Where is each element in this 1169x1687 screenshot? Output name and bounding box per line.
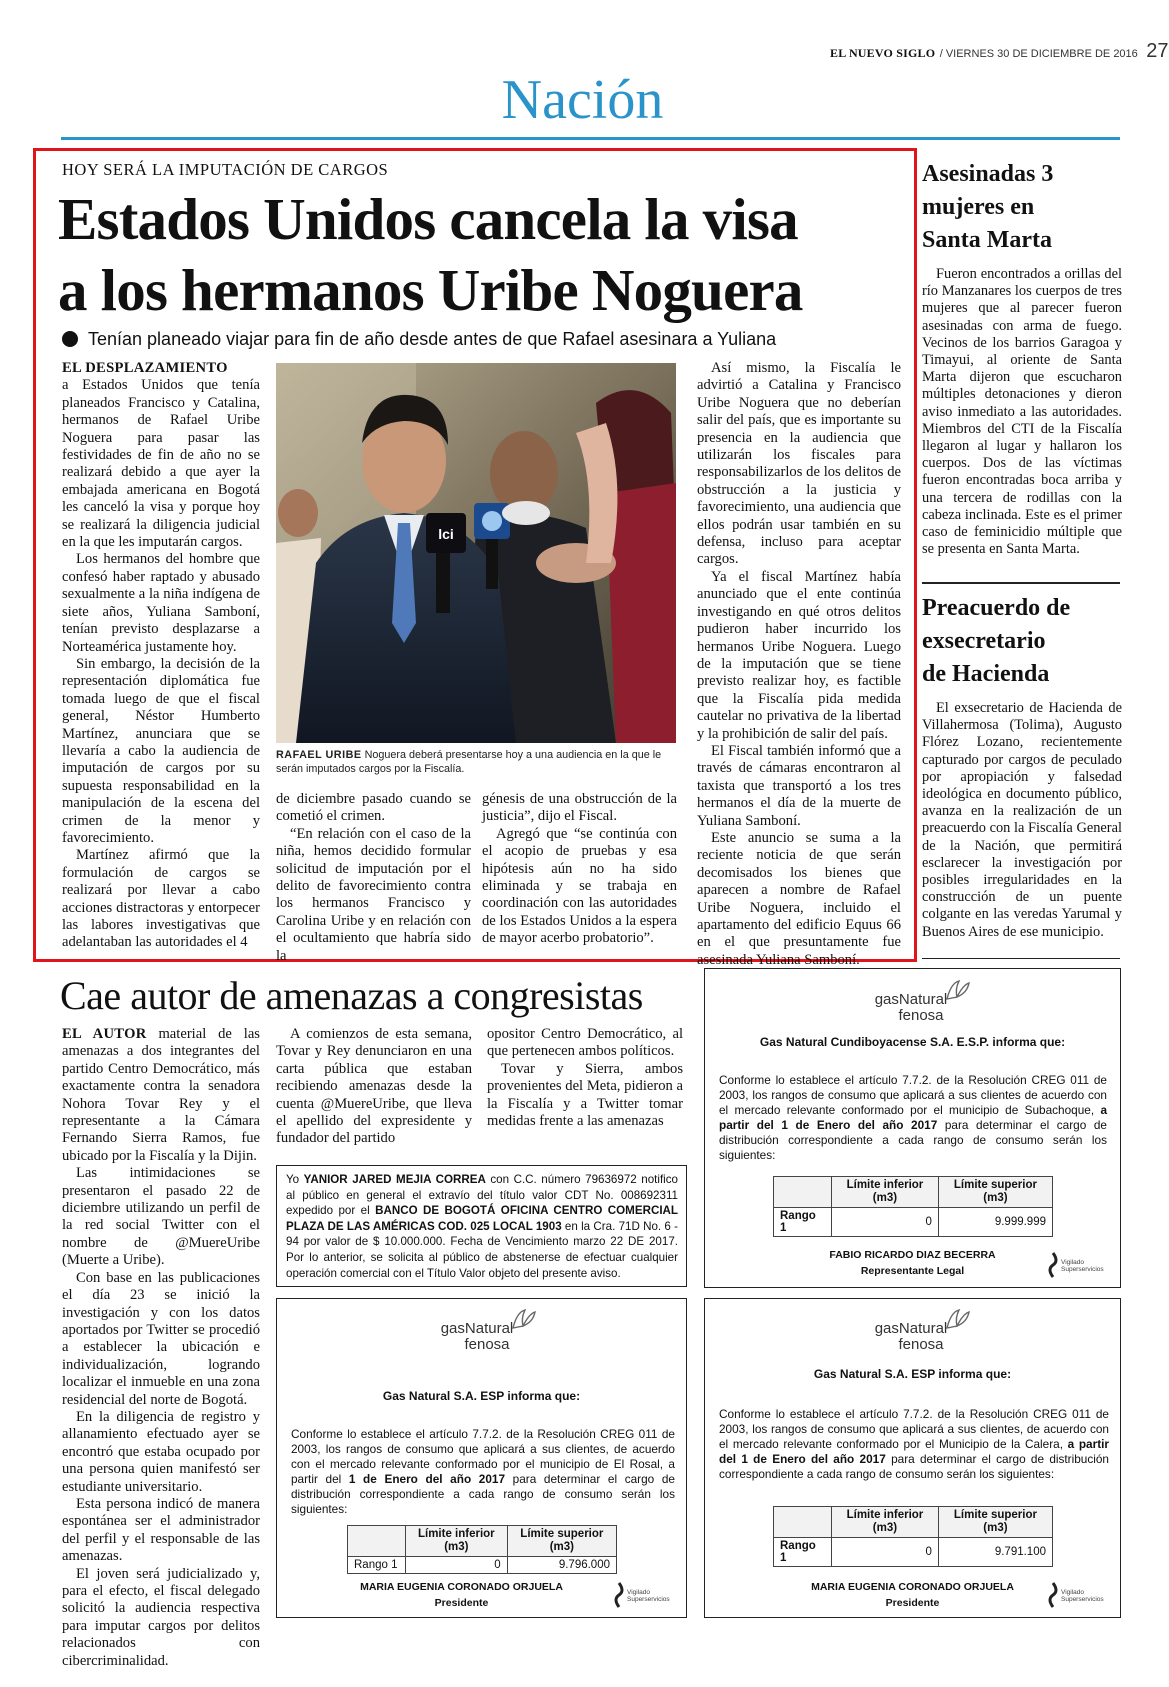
paragraph: Este anuncio se suma a la reciente noticia de que serán decomisados los bienes que aparecen a nombre de Rafael Uribe Noguera, incluido el apartamento del edificio Equus 66 en el que presuntamente fue asesinada Yuliana Samboní. xyxy=(697,829,901,968)
paragraph: material de las amenazas a dos integrantes del partido Centro Democrático, más exactamente contra la senadora Nohora Tovar Rey y el representante a la Cámara Fernando Sierra Ramos, fue ubicado por la Fiscalía y la Dijin. xyxy=(62,1026,260,1164)
col-header-upper: Límite superior (m3) xyxy=(507,1526,616,1557)
headline-line: de Hacienda xyxy=(922,661,1050,687)
second-col-3 xyxy=(487,1026,683,1130)
ad-body-text: para determinar el cargo de distribución correspondiente a cada rango de consumo serán los siguientes: xyxy=(291,1472,675,1516)
table-corner xyxy=(348,1526,406,1557)
notice-segment: Yo xyxy=(286,1173,304,1186)
table-row xyxy=(774,1208,1053,1237)
ad-gas-natural-el-rosal xyxy=(276,1298,687,1618)
side-divider xyxy=(922,582,1120,584)
headline-line: mujeres en xyxy=(922,194,1035,220)
paragraph: El Fiscal también informó que a través de cámaras encontraron al taxista que transportó a los tres hermanos el día de la muerte de Yuliana Samboní. xyxy=(697,742,901,829)
issue-date: / VIERNES 30 DE DICIEMBRE DE 2016 xyxy=(939,48,1138,60)
paragraph: En la diligencia de registro y allanamiento efectuado ayer se encontró que estaba ocupado por una persona quien manifestó ser estudiante universitario. xyxy=(62,1408,260,1495)
logo-line: fenosa xyxy=(898,1007,944,1024)
ad-body xyxy=(719,1073,1107,1163)
side-headline xyxy=(922,592,1122,691)
cell-lower: 0 xyxy=(406,1557,508,1574)
butterfly-icon xyxy=(945,1308,971,1330)
side-story-2 xyxy=(922,592,1122,941)
ad-gas-natural-la-calera xyxy=(704,1298,1121,1618)
notice-bank: BANCO DE BOGOTÁ OFICINA CENTRO COMERCIAL PLAZA DE LAS AMÉRICAS COD. 025 LOCAL 1903 xyxy=(286,1204,678,1233)
cell-upper: 9.999.999 xyxy=(938,1208,1052,1237)
paragraph: Esta persona indicó de manera espontánea ser el administrador del perfil y el responsable de las amenazas. xyxy=(62,1495,260,1565)
ad-title: Gas Natural Cundiboyacense S.A. E.S.P. informa que: xyxy=(759,1035,1066,1049)
superservicios-icon xyxy=(613,1583,625,1607)
headline-line: Santa Marta xyxy=(922,227,1052,253)
main-headline xyxy=(58,184,908,326)
cell-lower: 0 xyxy=(832,1538,939,1567)
paragraph: génesis de una obstrucción de la justicia”, dijo el Fiscal. xyxy=(482,791,677,825)
signer-name: FABIO RICARDO DIAZ BECERRA xyxy=(829,1249,996,1261)
paragraph: opositor Centro Democrático, al que pertenecen ambos políticos. xyxy=(487,1026,683,1060)
paragraph: Ya el fiscal Martínez había anunciado que el ente continúa investigando en qué otros delitos pudieron haber incurrido los hermanos Uribe Noguera. Luego de la imputación que se tiene previsto realizar hoy, es factible que la Fiscalía pida medida cautelar no privativa de la libertad y la prohibición de salir del país. xyxy=(697,568,901,742)
ranges-table xyxy=(773,1176,1053,1237)
ad-body-text: Conforme lo establece el artículo 7.7.2. de la Resolución CREG 011 de 2003, los rangos de consumo que aplicará a sus clientes, de acuerdo con el mercado relevante conformado por el Municipio de la Calera, xyxy=(719,1407,1109,1451)
caption-text: Noguera deberá presentarse hoy a una audiencia en la que le serán imputados cargos por la Fiscalía. xyxy=(276,749,662,775)
ad-body-text: Conforme lo establece el artículo 7.7.2. de la Resolución CREG 011 de 2003, los rangos de consumo que aplicará a sus clientes de acuerdo con el mercado relevante conformado por el municipio de Subachoque, xyxy=(719,1073,1107,1117)
headline-line: Asesinadas 3 xyxy=(922,161,1054,187)
mic-label: lci xyxy=(438,526,454,542)
main-col-3 xyxy=(482,791,677,948)
butterfly-icon xyxy=(511,1308,537,1330)
logo-line: gasNatural xyxy=(874,1320,948,1337)
signer-role: Presidente xyxy=(434,1597,489,1609)
ad-body-text: para determinar el cargo de distribución correspondiente a cada rango de consumo serán los siguientes: xyxy=(719,1118,1107,1162)
paper-name: EL NUEVO SIGLO xyxy=(830,46,936,60)
paragraph: Tovar y Sierra, ambos provenientes del Meta, pidieron a la Fiscalía y a Twitter tomar medidas frente a las amenazas xyxy=(487,1060,683,1130)
ad-body-text: Conforme lo establece el artículo 7.7.2. de la Resolución CREG 011 de 2003, los rangos de consumo que aplicará a sus clientes, de acuerdo con el mercado relevante conformado por el municipio de El Rosal, a partir del xyxy=(291,1427,675,1486)
signer-name: MARIA EUGENIA CORONADO ORJUELA xyxy=(360,1581,563,1593)
deck-text: Tenían planeado viajar para fin de año desde antes de que Rafael asesinara a Yuliana xyxy=(88,329,777,349)
headline-line: exsecretario xyxy=(922,628,1046,654)
ad-title: Gas Natural S.A. ESP informa que: xyxy=(813,1367,1012,1381)
paragraph: de diciembre pasado cuando se cometió el crimen. xyxy=(276,791,471,825)
table-row xyxy=(348,1557,617,1574)
vigilado-label: Vigilado Superservicios xyxy=(627,1589,670,1603)
ad-gas-natural-cundiboyacense xyxy=(704,968,1121,1288)
paragraph: “En relación con el caso de la niña, hemos decidido formular solicitud de imputación por el delito de favorecimiento contra los hermanos Francisco y Carolina Uribe y en relación con el ocultamiento que habría sido la xyxy=(276,825,471,964)
logo-line: fenosa xyxy=(464,1336,510,1353)
notice-segment: con C.C. número 79636972 notifico al público en general el extravío del título valor CDT No. 008692311 expedido por el xyxy=(286,1173,678,1218)
row-label: Rango 1 xyxy=(774,1208,832,1237)
butterfly-icon xyxy=(945,979,971,1001)
paragraph: Los hermanos del hombre que confesó haber raptado y abusado sexualmente a la niña indígena de siete años, Yuliana Samboní, tenían previsto desplazarse a Norteamérica justamente hoy. xyxy=(62,551,260,655)
col-header-upper: Límite superior (m3) xyxy=(938,1507,1052,1538)
section-rule xyxy=(61,137,1120,140)
cell-upper: 9.791.100 xyxy=(938,1538,1052,1567)
second-col-2 xyxy=(276,1026,472,1148)
paragraph: Agregó que “se continúa con el acopio de pruebas y esa hipótesis aún no ha sido eliminada y se trabaja en coordinación con las autoridades de los Estados Unidos a la espera de mayor acerbo probatorio”. xyxy=(482,825,677,947)
side-headline xyxy=(922,158,1122,257)
vigilado-label: Vigilado Superservicios xyxy=(1061,1589,1104,1603)
ad-body xyxy=(291,1427,675,1517)
logo-line: gasNatural xyxy=(440,1320,514,1337)
main-col-4 xyxy=(697,360,901,969)
second-headline: Cae autor de amenazas a congresistas xyxy=(60,973,643,1018)
col-header-upper: Límite superior (m3) xyxy=(938,1177,1052,1208)
legal-notice xyxy=(276,1165,687,1287)
ad-body-bold: a partir del 1 de Enero del año 2017 xyxy=(719,1103,1107,1132)
paragraph: Las intimidaciones se presentaron el pasado 22 de diciembre utilizando un perfil de la red social Twitter con el nombre de @MuereUribe (Muerte a Uribe). xyxy=(62,1165,260,1269)
photo-illustration xyxy=(276,363,676,743)
vigilado-label: Vigilado Superservicios xyxy=(1061,1259,1104,1273)
signer-name: MARIA EUGENIA CORONADO ORJUELA xyxy=(811,1581,1014,1593)
ad-body-text: para determinar el cargo de distribución correspondiente a cada rango de consumo serán los siguientes: xyxy=(719,1452,1109,1481)
section-title: Nación xyxy=(501,69,664,131)
cell-upper: 9.796.000 xyxy=(507,1557,616,1574)
lead-in: EL AUTOR xyxy=(62,1026,147,1042)
ad-body xyxy=(719,1407,1109,1482)
main-col-1 xyxy=(62,360,260,952)
signer-role: Representante Legal xyxy=(860,1265,965,1277)
paragraph: Así mismo, la Fiscalía le advirtió a Catalina y Francisco Uribe Noguera que no deberían salir del país, que es importante su presencia en la audiencia que utilizarán los fiscales para responsabilizarlos de los delitos de obstrucción a la justicia y favorecimiento, una audiencia que ellos podrán usar también en su defensa, incluso para aceptar cargos. xyxy=(697,360,901,568)
ranges-table xyxy=(773,1506,1053,1567)
paragraph: El joven será judicializado y, para el efecto, el fiscal delegado solicitó la audiencia respectiva para imputar cargos por delitos relacionados con cibercriminalidad. xyxy=(62,1565,260,1669)
kicker: HOY SERÁ LA IMPUTACIÓN DE CARGOS xyxy=(62,160,389,179)
paragraph: Martínez afirmó que la formulación de cargos se realizará por llevar a cabo acciones distractoras y entorpecer las labores investigativas que adelantaban las autoridades el 4 xyxy=(62,847,260,951)
second-col-1 xyxy=(62,1026,260,1670)
paragraph: A comienzos de esta semana, Tovar y Rey denunciaron en una carta pública que estaban recibiendo amenazas desde la cuenta @MuereUribe, que lleva el apellido del expresidente y fundador del partido xyxy=(276,1026,472,1147)
paragraph: Sin embargo, la decisión de la representación diplomática fue tomada luego de que el fiscal general, Néstor Humberto Martínez, anunciara que se llevaría a cabo la audiencia de imputación de cargos por su supuesta responsabilidad en la manipulación de la escena del crimen de la menor y favorecimiento. xyxy=(62,655,260,846)
notice-name: YANIOR JARED MEJIA CORREA xyxy=(303,1173,486,1186)
headline-line-2: a los hermanos Uribe Noguera xyxy=(58,257,803,323)
ad-body-bold: a partir del 1 de Enero del año 2017 xyxy=(719,1437,1110,1466)
main-col-2 xyxy=(276,791,471,965)
ad-body-bold: 1 de Enero del año 2017 xyxy=(348,1472,506,1486)
lead-in: EL DESPLAZAMIENTO xyxy=(62,360,228,376)
side-story-1 xyxy=(922,158,1122,558)
logo-line: fenosa xyxy=(898,1336,944,1353)
table-row xyxy=(774,1538,1053,1567)
notice-segment: en la Cra. 71D No. 6 - 94 por valor de $ 10.000.000. Fecha de Vencimiento marzo 22 DE 2017. Por lo anterior, se solicita al público de abstenerse de efectuar cualquier operación comercial con el Título Valor objeto del presente aviso. xyxy=(286,1219,678,1280)
logo-line: gasNatural xyxy=(874,991,948,1008)
cell-lower: 0 xyxy=(832,1208,939,1237)
col-header-lower: Límite inferior (m3) xyxy=(832,1177,939,1208)
row-label: Rango 1 xyxy=(348,1557,406,1574)
col-header-lower: Límite inferior (m3) xyxy=(406,1526,508,1557)
paragraph: Con base en las publicaciones el día 23 se inició la investigación y con los datos aportados por Twitter se procedió a establecer la ubicación e individualización, logrando localizar el inmueble en una zona residencial del norte de Bogotá. xyxy=(62,1269,260,1408)
section-divider xyxy=(922,958,1120,959)
ad-title: Gas Natural S.A. ESP informa que: xyxy=(382,1389,581,1403)
superservicios-icon xyxy=(1047,1253,1059,1277)
row-label: Rango 1 xyxy=(774,1538,832,1567)
table-corner xyxy=(774,1507,832,1538)
headline-line-1: Estados Unidos cancela la visa xyxy=(58,186,798,252)
photo-caption xyxy=(276,748,676,776)
page-header xyxy=(830,40,1169,64)
col-header-lower: Límite inferior (m3) xyxy=(832,1507,939,1538)
page-number: 27 xyxy=(1146,40,1169,62)
news-photo xyxy=(276,363,676,743)
paragraph: a Estados Unidos que tenía planeados Francisco y Catalina, hermanos de Rafael Uribe Noguera para pasar las festividades de fin de año no se realizará debido a que ayer la embajada americana en Bogotá les canceló la visa y porque hoy se realizará la diligencia judicial en la que les imputarán cargos. xyxy=(62,377,260,551)
headline-line: Preacuerdo de xyxy=(922,595,1071,621)
ranges-table xyxy=(347,1525,617,1574)
side-text: Fueron encontrados a orillas del río Manzanares los cuerpos de tres mujeres que al parecer fueron asesinadas con arma de fuego. Vecinos de los barrios Garagoa y Timayui, al oriente de Santa Marta dijeron que escucharon múltiples detonaciones y dieron aviso inmediato a las autoridades. Miembros del CTI de la Fiscalía llegaron al lugar y hallaron los cuerpos. Dos de las víctimas fueron encontradas boca arriba y una tercera de rodillas con la cabeza inclinada. Este es el primer caso de feminicidio múltiple que se presenta en Santa Marta. xyxy=(922,266,1122,558)
side-text: El exsecretario de Hacienda de Villahermosa (Tolima), Augusto Flórez Lozano, recientemente capturado por cargos de peculado por apropiación y falsedad ideológica en documento público, avanza en la realización de un preacuerdo con la Fiscalía General de la Nación, que permitirá esclarecer la investigación por posibles irregularidades en la construcción de un puente colgante en las veredas Yarumal y Buenos Aires de ese municipio. xyxy=(922,700,1122,940)
superservicios-icon xyxy=(1047,1583,1059,1607)
caption-lead: RAFAEL URIBE xyxy=(276,749,362,761)
signer-role: Presidente xyxy=(885,1597,940,1609)
bullet-icon xyxy=(62,331,78,347)
deck xyxy=(62,328,912,350)
table-corner xyxy=(774,1177,832,1208)
notice-text xyxy=(286,1172,678,1281)
